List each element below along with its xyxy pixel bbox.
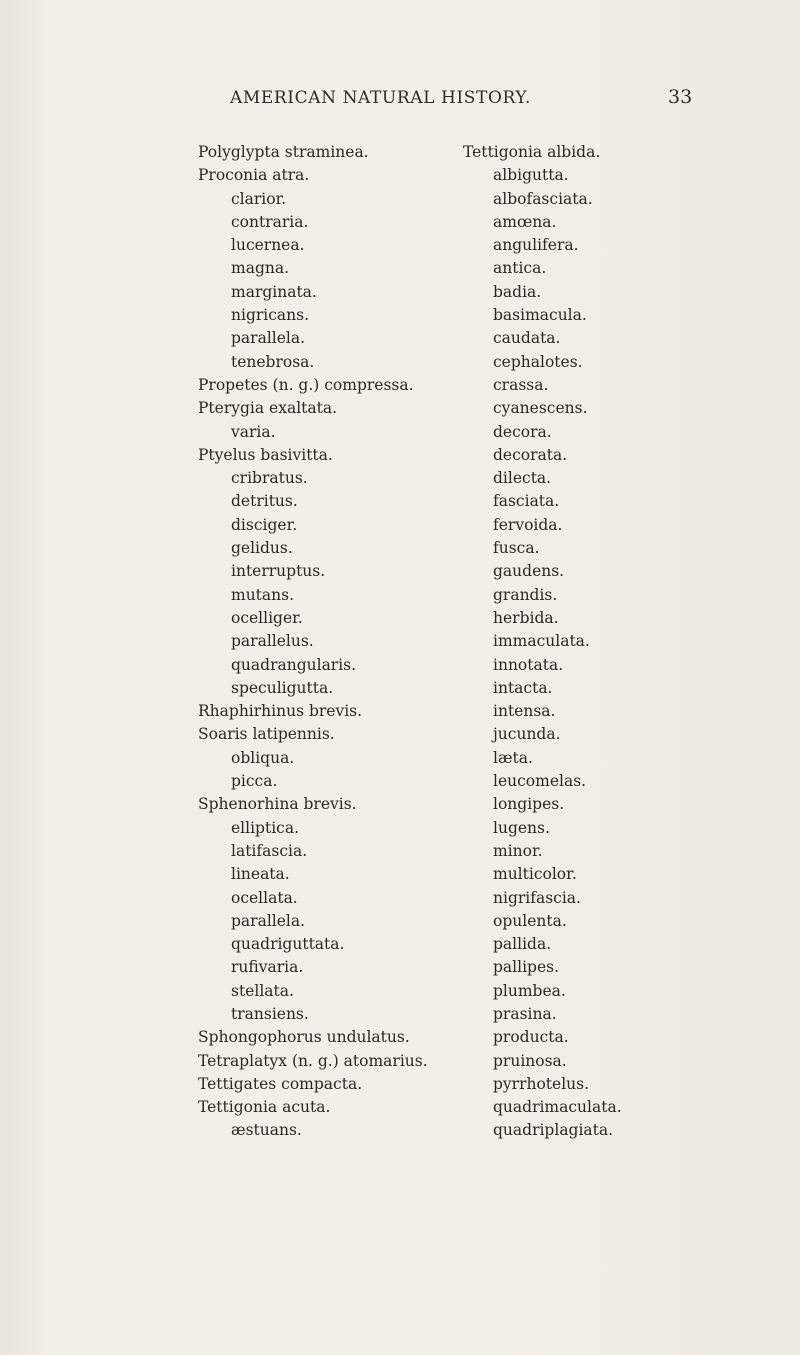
species-entry: leucomelas. xyxy=(493,772,587,791)
species-entry: rufivaria. xyxy=(231,958,304,977)
species-entry: læta. xyxy=(493,748,533,767)
species-entry: picca. xyxy=(231,772,278,791)
species-entry: quadriplagiata. xyxy=(493,1121,614,1140)
species-entry: lineata. xyxy=(231,865,290,884)
genus-entry: Tettigates compacta. xyxy=(198,1074,363,1093)
species-entry: basimacula. xyxy=(493,306,587,325)
species-entry: decora. xyxy=(493,422,552,441)
left-column xyxy=(198,141,478,1143)
species-entry: latifascia. xyxy=(231,841,308,860)
species-entry: dilecta. xyxy=(493,469,552,488)
species-entry: disciger. xyxy=(231,515,298,534)
species-entry: pyrrhotelus. xyxy=(493,1074,590,1093)
species-entry: fusca. xyxy=(493,539,540,558)
genus-entry: Tetraplatyx (n. g.) atomarius. xyxy=(198,1051,428,1070)
species-entry: albofasciata. xyxy=(493,189,593,208)
species-entry: transiens. xyxy=(231,1004,309,1023)
genus-entry: Pterygia exaltata. xyxy=(198,399,338,418)
species-entry: producta. xyxy=(493,1028,569,1047)
species-entry: jucunda. xyxy=(493,725,561,744)
species-entry: cephalotes. xyxy=(493,352,583,371)
species-entry: innotata. xyxy=(493,655,564,674)
genus-entry: Sphongophorus undulatus. xyxy=(198,1028,410,1047)
species-entry: parallelus. xyxy=(231,632,314,651)
species-entry: quadrimaculata. xyxy=(493,1098,622,1117)
species-entry: magna. xyxy=(231,259,290,278)
species-entry: grandis. xyxy=(493,585,558,604)
genus-entry: Ptyelus basivitta. xyxy=(198,445,333,464)
species-entry: herbida. xyxy=(493,608,559,627)
species-entry: intacta. xyxy=(493,678,553,697)
species-entry: fervoida. xyxy=(493,515,563,534)
species-entry: pallida. xyxy=(493,935,552,954)
genus-entry: Polyglypta straminea. xyxy=(198,143,369,161)
species-entry: marginata. xyxy=(231,282,317,301)
species-entry: plumbea. xyxy=(493,981,566,1000)
species-entry: cribratus. xyxy=(231,469,308,488)
species-entry: obliqua. xyxy=(231,748,295,767)
right-column xyxy=(463,141,743,1143)
genus-entry: Rhaphirhinus brevis. xyxy=(198,702,363,721)
species-entry: fasciata. xyxy=(493,492,560,511)
species-entry: lucernea. xyxy=(231,236,305,255)
genus-entry: Sphenorhina brevis. xyxy=(198,795,357,814)
species-entry: interruptus. xyxy=(231,562,326,581)
species-entry: minor. xyxy=(493,841,543,860)
species-entry: ocellata. xyxy=(231,888,298,907)
species-entry: prasina. xyxy=(493,1004,557,1023)
species-entry: crassa. xyxy=(493,375,549,394)
species-entry: speculigutta. xyxy=(231,678,334,697)
species-entry: nigrifascia. xyxy=(493,888,581,907)
genus-entry: Soaris latipennis. xyxy=(198,725,335,744)
genus-entry: Proconia atra. xyxy=(198,166,310,185)
species-entry: æstuans. xyxy=(231,1121,302,1140)
species-entry: intensa. xyxy=(493,702,556,721)
species-entry: pallipes. xyxy=(493,958,560,977)
species-entry: contraria. xyxy=(231,212,309,231)
species-entry: ocelliger. xyxy=(231,608,303,627)
species-entry: elliptica. xyxy=(231,818,300,837)
species-entry: lugens. xyxy=(493,818,550,837)
species-entry: longipes. xyxy=(493,795,565,814)
species-entry: opulenta. xyxy=(493,911,567,930)
species-entry: quadriguttata. xyxy=(231,935,345,954)
species-entry: parallela. xyxy=(231,911,306,930)
species-entry: quadrangularis. xyxy=(231,655,357,674)
running-header xyxy=(0,88,800,118)
species-entry: gaudens. xyxy=(493,562,565,581)
genus-entry: Tettigonia acuta. xyxy=(198,1098,331,1117)
header-title: AMERICAN NATURAL HISTORY. xyxy=(230,88,532,108)
species-entry: pruinosa. xyxy=(493,1051,567,1070)
species-entry: stellata. xyxy=(231,981,294,1000)
species-entry: angulifera. xyxy=(493,236,579,255)
species-entry: albigutta. xyxy=(493,166,569,185)
species-entry: antica. xyxy=(493,259,547,278)
genus-entry: Propetes (n. g.) compressa. xyxy=(198,375,414,394)
species-entry: gelidus. xyxy=(231,539,293,558)
species-entry: parallela. xyxy=(231,329,306,348)
species-entry: cyanescens. xyxy=(493,399,588,418)
genus-entry: Tettigonia albida. xyxy=(463,143,601,161)
species-entry: clarior. xyxy=(231,189,287,208)
species-entry: badia. xyxy=(493,282,542,301)
page-number: 33 xyxy=(668,86,693,108)
species-entry: nigricans. xyxy=(231,306,310,325)
species-entry: varia. xyxy=(231,422,276,441)
species-entry: multicolor. xyxy=(493,865,577,884)
species-entry: detritus. xyxy=(231,492,298,511)
species-entry: mutans. xyxy=(231,585,295,604)
species-entry: amœna. xyxy=(493,212,557,231)
species-entry: tenebrosa. xyxy=(231,352,315,371)
species-entry: caudata. xyxy=(493,329,561,348)
species-entry: decorata. xyxy=(493,445,568,464)
species-entry: immaculata. xyxy=(493,632,590,651)
